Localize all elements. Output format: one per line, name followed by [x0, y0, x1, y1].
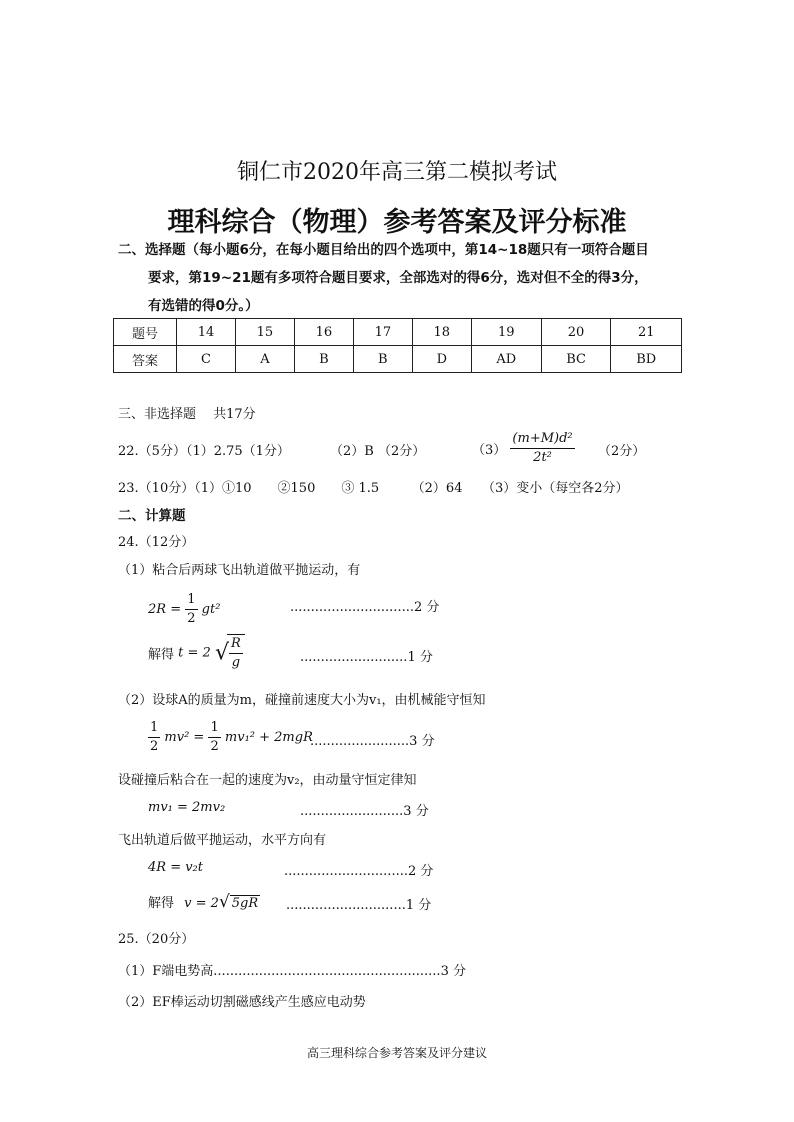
equation-energy [148, 719, 313, 756]
table-cell: 19 [471, 319, 541, 346]
q25-heading: 25.（20分） [118, 932, 195, 947]
table-cell: 14 [177, 319, 236, 346]
q24-part2-text: （2）设球A的质量为m，碰撞前速度大小为v₁，由机械能守恒知 [118, 693, 486, 708]
eq2-label: 解得 [148, 647, 175, 663]
eq6-score: .............................1 分 [286, 898, 432, 913]
table-cell: 20 [541, 319, 611, 346]
table-cell: D [412, 346, 471, 373]
q22-part3 [472, 430, 575, 467]
table-cell: 18 [412, 319, 471, 346]
exam-title: 铜仁市2020年高三第二模拟考试 [237, 160, 557, 185]
q22-part3-score: （2分） [598, 444, 646, 459]
q24-heading: 24.（12分） [118, 535, 195, 550]
q24-part4-text: 飞出轨道后做平抛运动，水平方向有 [118, 833, 327, 848]
table-cell: C [177, 346, 236, 373]
row-label-number: 题号 [114, 319, 177, 346]
q24-part3-text: 设碰撞后粘合在一起的速度为v₂，由动量守恒定律知 [118, 773, 417, 788]
eq3-mid: mv² = [164, 730, 205, 745]
eq6-lhs: v = 2 [184, 896, 219, 911]
eq2-score: ..........................1 分 [300, 650, 433, 665]
table-cell: 17 [353, 319, 412, 346]
q24-part1-text: （1）粘合后两球飞出轨道做平抛运动，有 [118, 563, 361, 578]
eq1-frac-num: 1 [185, 591, 197, 610]
table-row-numbers [114, 319, 682, 346]
eq1-score: ..............................2 分 [290, 600, 440, 615]
calc-heading: 二、计算题 [118, 508, 186, 524]
eq3-frac2-num: 1 [208, 719, 220, 738]
eq3-frac1-den: 2 [150, 739, 159, 754]
eq3-fraction1 [148, 719, 160, 756]
eq2-fraction [227, 634, 245, 672]
eq1-lhs: 2R = [148, 602, 182, 617]
q22-part2: （2）B （2分） [330, 444, 426, 459]
q25-part2: （2）EF棒运动切割磁感线产生感应电动势 [118, 995, 366, 1010]
table-row-answers [114, 346, 682, 373]
table-cell: B [353, 346, 412, 373]
table-cell: A [235, 346, 294, 373]
q22-frac-numerator: (m+M)d² [510, 430, 574, 449]
table-cell: B [294, 346, 353, 373]
q22-fraction [510, 430, 574, 467]
table-cell: BC [541, 346, 611, 373]
answer-table [113, 318, 682, 373]
choice-instructions-line3: 有选错的得0分。） [148, 298, 259, 314]
eq3-rhs: mv₁² + 2mgR [224, 730, 313, 745]
q22-part3-label: （3） [472, 443, 507, 458]
eq3-fraction2 [208, 719, 220, 756]
eq1-rhs: gt² [201, 602, 221, 617]
sqrt-icon: √ [214, 640, 229, 666]
equation-horizontal: 4R = v₂t [148, 860, 203, 875]
table-cell: 21 [611, 319, 682, 346]
choice-instructions-line2: 要求，第19~21题有多项符合题目要求，全部选对的得6分，选对但不全的得3分， [148, 270, 648, 286]
eq3-score: ........................3 分 [310, 734, 435, 749]
sqrt-icon: √ [218, 892, 230, 912]
eq1-frac-den: 2 [187, 611, 196, 626]
equation-time [148, 634, 245, 672]
table-cell: AD [471, 346, 541, 373]
row-label-answer: 答案 [114, 346, 177, 373]
answer-key-title: 理科综合（物理）参考答案及评分标准 [167, 207, 627, 238]
q23-line: 23.（10分）（1）①10 ②150 ③ 1.5 （2）64 （3）变小（每空各2分） [118, 481, 629, 496]
eq6-label: 解得 [148, 896, 175, 911]
q25-part1: （1）F端电势高.......................................................3 分 [118, 964, 466, 979]
eq2-frac-den: g [231, 655, 241, 670]
eq6-root: 5gR [231, 896, 259, 911]
page-footer: 高三理科综合参考答案及评分建议 [306, 1046, 487, 1060]
nonchoice-heading: 三、非选择题 共17分 [118, 407, 256, 422]
eq4-score: .........................3 分 [300, 804, 429, 819]
table-cell: BD [611, 346, 682, 373]
eq2-lhs: t = 2 [178, 645, 211, 661]
q22-part1: 22.（5分）（1）2.75（1分） [118, 444, 290, 459]
eq2-frac-num: R [229, 635, 243, 654]
equation-velocity [148, 892, 260, 912]
choice-instructions-line1: 二、选择题（每小题6分，在每小题目给出的四个选项中，第14~18题只有一项符合题目 [118, 242, 649, 258]
table-cell: 15 [235, 319, 294, 346]
equation-momentum: mv₁ = 2mv₂ [148, 800, 226, 815]
eq1-fraction [185, 591, 197, 628]
eq3-frac1-num: 1 [148, 719, 160, 738]
q22-frac-denominator: 2t² [533, 450, 552, 465]
equation-freefall [148, 591, 220, 628]
eq5-score: ..............................2 分 [284, 864, 434, 879]
eq3-frac2-den: 2 [210, 739, 219, 754]
table-cell: 16 [294, 319, 353, 346]
